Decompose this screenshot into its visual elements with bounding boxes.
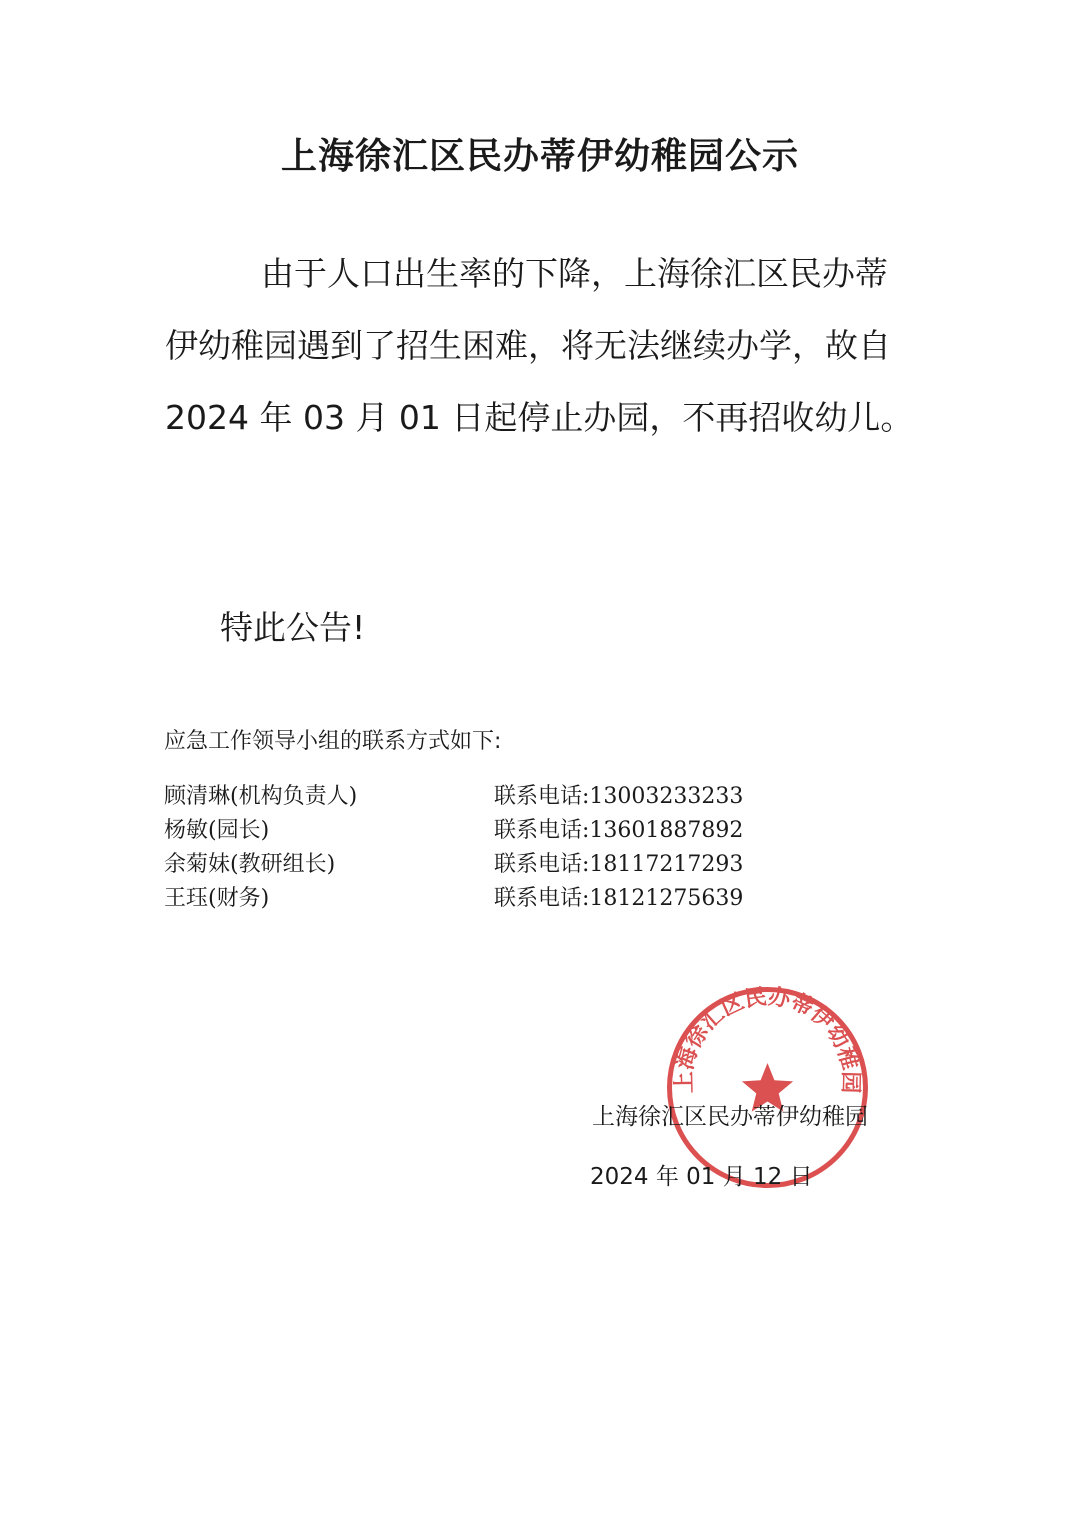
contact-phone: 联系电话:13601887892 [494, 818, 744, 843]
contacts-list [164, 780, 784, 916]
contact-row [164, 882, 784, 916]
contact-row [164, 814, 784, 848]
signing-date: 2024 年 01 月 12 日 [590, 1164, 813, 1190]
notice-title: 上海徐汇区民办蒂伊幼稚园公示 [280, 136, 799, 177]
contact-name: 杨敏(园长) [164, 818, 270, 843]
seal-graphic [670, 985, 866, 1186]
contact-row [164, 848, 784, 882]
seal-lettering-path: 上海徐汇区民办蒂伊幼稚园 [672, 985, 863, 1094]
contact-row [164, 780, 784, 814]
contact-name: 余菊妹(教研组长) [164, 852, 336, 877]
contact-phone: 联系电话:18121275639 [494, 886, 744, 911]
notice-body: 由于人口出生率的下降，上海徐汇区民办蒂伊幼稚园遇到了招生困难，将无法继续办学，故自 2024 年 03 月 01 日起停止办园，不再招收幼儿。 [165, 254, 914, 437]
signing-organization: 上海徐汇区民办蒂伊幼稚园 [592, 1104, 868, 1130]
contact-name: 顾清琳(机构负责人) [164, 784, 358, 809]
contacts-heading: 应急工作领导小组的联系方式如下: [164, 729, 502, 754]
contact-phone: 联系电话:18117217293 [494, 852, 744, 877]
contact-phone: 联系电话:13003233233 [494, 784, 744, 809]
closing-line: 特此公告! [220, 608, 366, 647]
contact-name: 王珏(财务) [164, 886, 270, 911]
